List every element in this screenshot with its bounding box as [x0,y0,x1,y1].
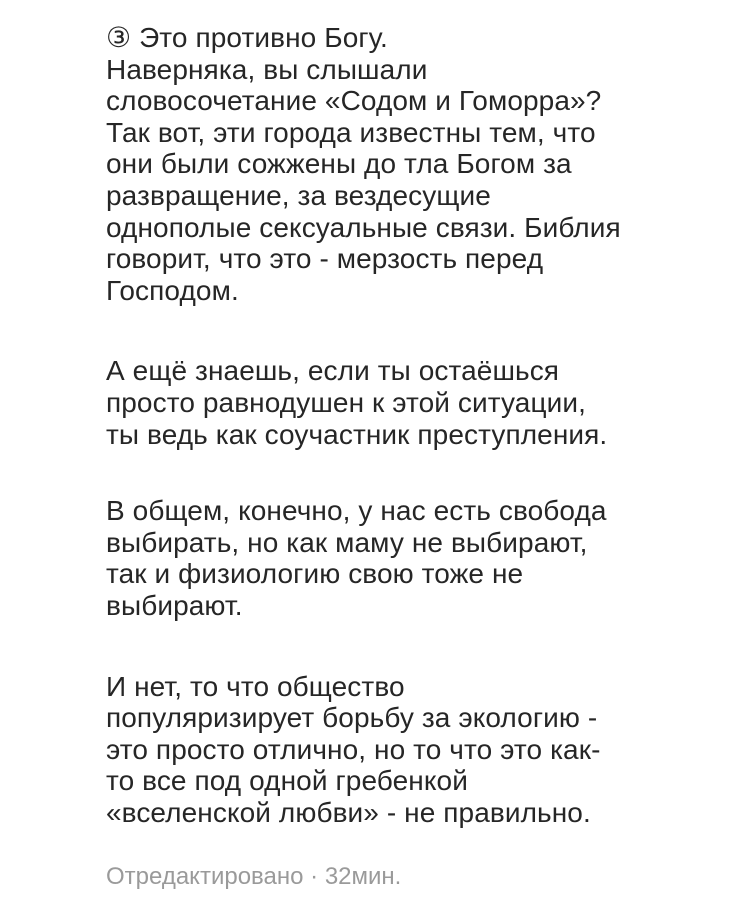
post-paragraph-2: А ещё знаешь, если ты остаёшься просто равнодушен к этой ситуации, ты ведь как соучастник преступления. [106,355,608,450]
post-meta [106,862,401,892]
post-paragraph-3: В общем, конечно, у нас есть свобода выбирать, но как маму не выбирают, так и физиологию свою тоже не выбирают. [106,495,607,621]
post-text [106,22,726,828]
post-time[interactable]: 32мин. [324,863,402,890]
edited-label: Отредактировано [106,863,304,890]
post-heading: ③ Это противно Богу. [106,22,388,53]
post-paragraph-4: И нет, то что общество популяризирует борьбу за экологию - это просто отлично, но то что это как- то все под одной гребенкой «вселенской любви» - не правильно. [106,670,601,828]
meta-separator: · [310,863,319,890]
post-paragraph-1: Наверняка, вы слышали словосочетание «Содом и Гоморра»? Так вот, эти города известны тем, что они были сожжены до тла Богом за развращение, за вездесущие однополые сексуальные связи. Библия говорит, что это - мерзость перед Господом. [106,53,621,306]
